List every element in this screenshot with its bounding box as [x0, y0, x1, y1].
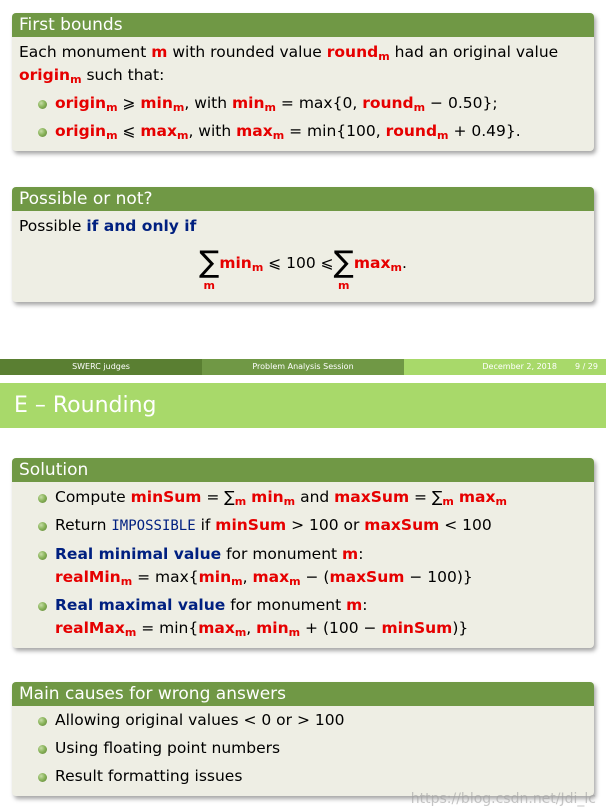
footer-page: 9 / 29: [574, 362, 598, 371]
list-item: Compute minSum = $\sum_m$ $\min_m$ and maxSum = $\sum_m$ $\max_m$: [19, 486, 587, 509]
list-item: Using floating point numbers: [19, 737, 587, 760]
block-wrong-answers: [12, 682, 594, 796]
causes-list: [19, 709, 587, 788]
block-title: Main causes for wrong answers: [12, 682, 594, 706]
frame-title: E – Rounding: [0, 383, 606, 428]
intro-text: Each monument m with rounded value round$_m$ had an original value origin$_m$ such that:: [19, 43, 559, 86]
list-item: Result formatting issues: [19, 765, 587, 788]
sum-equation: ∑ m $\min_m$ ⩽ 100 ⩽ ∑ m $\max_m$.: [199, 245, 407, 292]
solution-list: [19, 486, 587, 640]
list-item: Allowing original values < 0 or > 100: [19, 709, 587, 732]
footer-session: Problem Analysis Session: [202, 359, 404, 375]
sum-symbol: ∑ m: [199, 245, 220, 292]
block-possible: [12, 187, 594, 302]
watermark: https://blog.csdn.net/Jdi_lc: [410, 791, 596, 807]
list-item: origin$_m$ ⩾ $\min_m$, with $\min_m = \max\{0$, round$_m$ − 0.50};: [19, 92, 587, 115]
block-body: [12, 709, 594, 796]
footer-date-page: [404, 359, 606, 375]
block-body: [12, 37, 594, 151]
block-title: Possible or not?: [12, 187, 594, 211]
footer-date: December 2, 2018: [482, 362, 557, 371]
block-body: [12, 211, 594, 304]
sum-symbol: ∑ m: [333, 245, 354, 292]
footer-author: SWERC judges: [0, 359, 202, 375]
list-item: Real maximal value for monument m: realMax$_m$ = $\min\{\max_m$, $\min_m + (100$ − minSum)}: [19, 594, 587, 640]
bounds-list: [19, 92, 587, 143]
possible-text: Possible if and only if: [19, 217, 197, 235]
list-item: Return IMPOSSIBLE if minSum > 100 or maxSum < 100: [19, 514, 587, 538]
list-item: origin$_m$ ⩽ $\max_m$, with $\max_m = \min\{100$, round$_m$ + 0.49}.: [19, 120, 587, 143]
block-body: [12, 482, 594, 648]
block-first-bounds: [12, 13, 594, 151]
block-title: First bounds: [12, 13, 594, 37]
list-item: Real minimal value for monument m: realMin$_m$ = $\max\{\min_m$, $\max_m$ − (maxSum − 100)}: [19, 543, 587, 589]
block-solution: [12, 458, 594, 648]
block-title: Solution: [12, 458, 594, 482]
slide-footer: [0, 359, 606, 375]
